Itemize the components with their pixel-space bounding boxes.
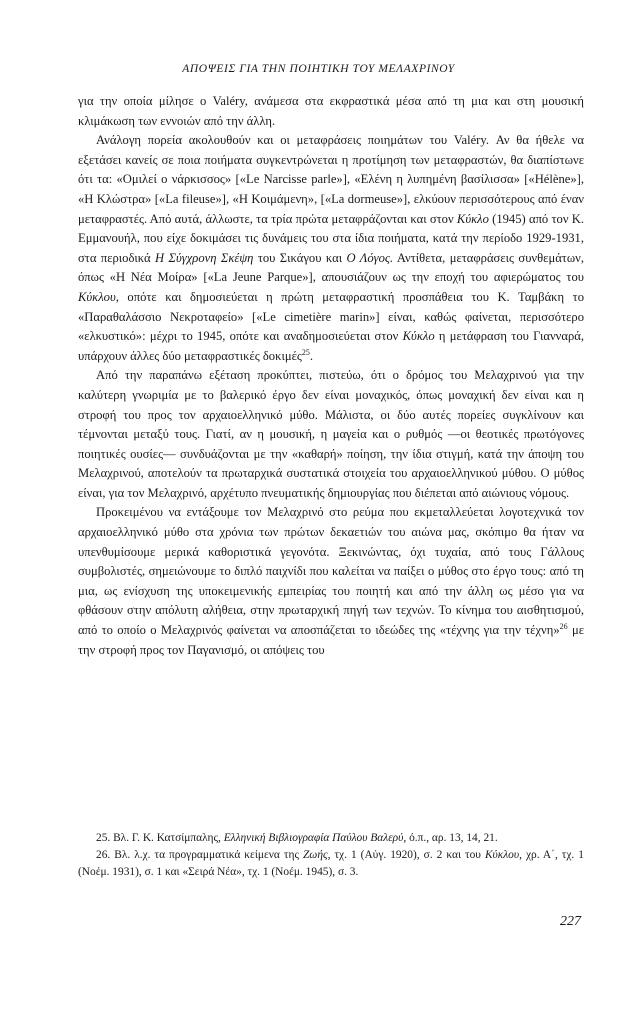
text-run: του Σικάγου και [253, 250, 347, 265]
footnote [78, 830, 584, 847]
italic-text: Κύκλο [402, 329, 435, 344]
text-run: 26. Βλ. λ.χ. τα προγραμματικά κείμενα της [96, 849, 303, 861]
footnote-ref: 26 [559, 621, 568, 631]
main-text [78, 92, 584, 660]
italic-text: Ελληνική Βιβλιογραφία Παύλου Βαλερύ, [223, 832, 407, 844]
running-head: ΑΠΟΨΕΙΣ ΓΙΑ ΤΗΝ ΠΟΙΗΤΙΚΗ ΤΟΥ ΜΕΛΑΧΡΙΝΟΥ [182, 63, 455, 75]
text-run: τχ. 1 (Αύγ. 1920), σ. 2 και του [330, 849, 485, 861]
paragraph [78, 503, 584, 660]
text-run: οπότε και δημοσιεύεται η πρώτη μεταφραστική προσπάθεια του Κ. Ταμβάκη το «Παραθαλάσσιο Νεκροταφείο» [«Le cimetière marin»] είναι, καθώς φαίνεται, περισσότερο «ελκυστικό»: μέχρι το 1945, οπότε και αναδημοσιεύεται στον [78, 289, 584, 344]
text-run: 25. Βλ. Γ. Κ. Κατσίμπαλης, [96, 832, 224, 844]
italic-text: Η Σύγχρονη Σκέψη [155, 250, 254, 265]
text-run: η μετάφραση του Γιανναρά, υπάρχουν άλλες δύο μεταφραστικές δοκιμές [78, 329, 585, 363]
paragraph [78, 92, 584, 131]
text-run: με την στροφή προς τον Παγανισμό, οι απόψεις του [78, 623, 584, 657]
paragraph [78, 366, 584, 503]
text-run: . [309, 348, 314, 363]
text-run: Προκειμένου να εντάξουμε τον Μελαχρινό στο ρεύμα που εκμεταλλεύεται λογοτεχνικά τον αρχαιοελληνικό μύθο στα χρόνια των πρώτων δεκαετιών του αιώνα μας, σκόπιμο θα ήταν να υπενθυμίσουμε μερικά καθοριστικά γεγονότα. Ξεκινώντας, όχι τυχαία, από τους Γάλλους συμβολιστές, σημειώνουμε το διπλό παιχνίδι που καλείται να παίξει ο μύθος στο έργο τους: από τη μια, ως ενίσχυση της υποκειμενικής εμπειρίας του ποιητή και από την άλλη ως μέσο για να φθάσουν στην απόλυτη αλήθεια, στην πρωταρχική πηγή των τεχνών. Το κίνημα του αισθητισμού, από το οποίο ο Μελαχρινός φαίνεται να αποσπάζεται το ιδεώδες της «τέχνης για την τέχνη» [78, 505, 584, 638]
italic-text: Κύκλου, [484, 849, 522, 861]
text-run: (1945) από τον Κ. Εμμανουήλ, που είχε δοκιμάσει τις δυνάμεις του στα ίδια ποιήματα, κατά την περίοδο 1929-1931, στα περιοδικά [78, 211, 584, 265]
page-number: 227 [560, 914, 581, 929]
footnote-ref: 25 [301, 347, 310, 357]
paragraph [78, 131, 584, 366]
text-run: χρ. Α΄, τχ. 1 (Νοέμ. 1931), σ. 1 και «Σειρά Νέα», τχ. 1 (Νοέμ. 1945), σ. 3. [78, 849, 584, 878]
italic-text: Ο Λόγος. [346, 250, 394, 265]
italic-text: Κύκλο [456, 211, 489, 226]
text-run: ό.π., αρ. 13, 14, 21. [406, 832, 498, 844]
footnotes [78, 830, 584, 881]
text-run: για την οποία μίλησε ο Valéry, ανάμεσα στα εκφραστικά μέσα από τη μια και στη μουσική κλιμάκωση των εννοιών από την άλλη. [78, 94, 584, 128]
text-run: Ανάλογη πορεία ακολουθούν και οι μεταφράσεις ποιημάτων του Valéry. Αν θα ήθελε να εξετάσει κανείς σε ποια ποιήματα συγκεντρώνεται η προτίμηση των μεταφραστών, θα διαπίστωνε ότι τα: «Ομιλεί ο νάρκισσος» [«Le Narcisse parle»], «Ελένη η λυπημένη βασίλισσα» [«Hélène»], «Η Κλώστρα» [«La fileuse»], «Η Κοιμάμενη», [«La dormeuse»], ελκύουν περισσότερους από έναν μεταφραστές. Από αυτά, άλλωστε, τα τρία πρώτα μεταφράζονται και στον [78, 133, 584, 226]
italic-text: Κύκλου, [78, 289, 119, 304]
footnote [78, 847, 584, 881]
text-run: Από την παραπάνω εξέταση προκύπτει, πιστεύω, ότι ο δρόμος του Μελαχρινού για την καλύτερη γνωριμία με το βαλερικό έργο δεν είναι μοναχικός, όπως μοναχική δεν είναι και η στροφή του προς τον αρχαιοελληνικό μύθο. Μάλιστα, οι δύο αυτές πορείες συγκλίνουν και τέμνονται μεταξύ τους. Γιατί, αν η μουσική, η μαγεία και ο ρυθμός —οι θεοτικές πρωτόγονες ποιητικές ουσίες— συνδυάζονται με την «καθαρή» ποίηση, την ίδια στιγμή, κατά την άποψη του Μελαχρινού, αποτελούν τα πρωταρχικά συστατικά στοιχεία του αρχαιοελληνικού μύθου. Ο μύθος είναι, για τον Μελαχρινό, αρχέτυπο πνευματικής δημιουργίας που διέπεται από αιώνιους νόμους. [78, 368, 584, 500]
text-run: Αντίθετα, μεταφράσεις συνθεμάτων, όπως «Η Νέα Μοίρα» [«La Jeune Parque»], απουσιάζουν ως την εποχή του αφιερώματος του [78, 250, 584, 285]
italic-text: Ζωής, [302, 849, 331, 861]
